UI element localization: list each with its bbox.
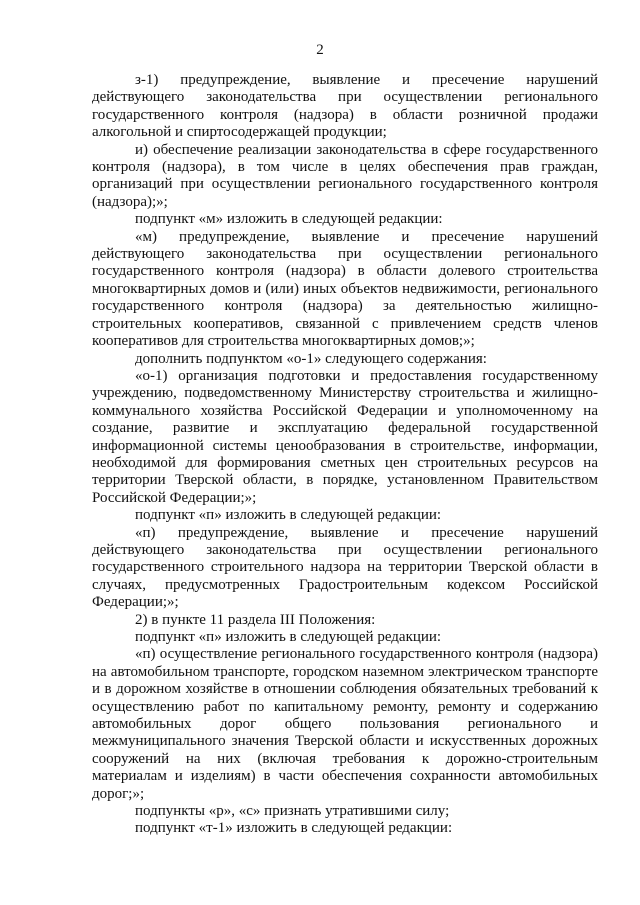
paragraph-m-intro: подпункт «м» изложить в следующей редакции: [135,211,443,228]
paragraph-m: «м) предупреждение, выявление и пресечение нарушений действующего законодательства при осуществлении регионального государственного контроля (надзора) в области долевого строительства многоквартирных домов и (или) иных объектов недвижимости, регионального государственного контроля (надзора) за деятельностью жилищно-строительных кооперативов, связанной с привлечением средств членов кооперативов для строительства многоквартирных домов;»; [92,228,598,350]
paragraph-i: и) обеспечение реализации законодательства в сфере государственного контроля (надзора), в том числе в целях обеспечения прав граждан, организаций при осуществлении регионального государственного контроля (надзора);»; [92,141,598,210]
paragraph-p2: «п) осуществление регионального государственного контроля (надзора) на автомобильном транспорте, городском наземном электрическом транспорте и в дорожном хозяйстве в отношении соблюдения обязательных требований к осуществлению работ по капитальному ремонту, ремонту и содержанию автомобильных дорог общего пользования регионального и межмуниципального значения Тверской области и искусственных дорожных сооружений на них (включая требования к дорожно-строительным материалам и изделиям) в части обеспечения сохранности автомобильных дорог;»; [92,646,598,802]
paragraph-z1: з-1) предупреждение, выявление и пресечение нарушений действующего законодательства при осуществлении регионального государственного контроля (надзора) в области розничной продажи алкогольной и спиртосодержащей продукции; [92,72,598,141]
paragraph-t1-intro: подпункт «т-1» изложить в следующей редакции: [135,820,453,837]
paragraph-p2-intro: подпункт «п» изложить в следующей редакции: [135,629,442,645]
page-number: 2 [316,42,324,58]
paragraph-item-2: 2) в пункте 11 раздела III Положения: [135,611,376,628]
paragraph-o1: «о-1) организация подготовки и предоставления государственному учреждению, подведомственному Министерству строительства и жилищно-коммунального хозяйства Российской Федерации и уполномоченному на создание, развитие и эксплуатацию федеральной государственной информационной системы ценообразования в строительстве, информации, необходимой для формирования сметных цен строительных ресурсов на территории Тверской области, в порядке, установленном Правительством Российской Федерации;»; [92,367,598,506]
paragraph-o1-intro: дополнить подпунктом «о-1» следующего содержания: [135,350,487,367]
paragraph-p: «п) предупреждение, выявление и пресечение нарушений действующего законодательства при осуществлении регионального государственного строительного надзора на территории Тверской области в случаях, предусмотренных Градостроительным кодексом Российской Федерации;»; [92,524,598,611]
paragraph-r-s: подпункты «р», «с» признать утратившими силу; [135,803,450,820]
document-body [92,72,598,838]
paragraph-p-intro: подпункт «п» изложить в следующей редакции: [135,507,442,524]
